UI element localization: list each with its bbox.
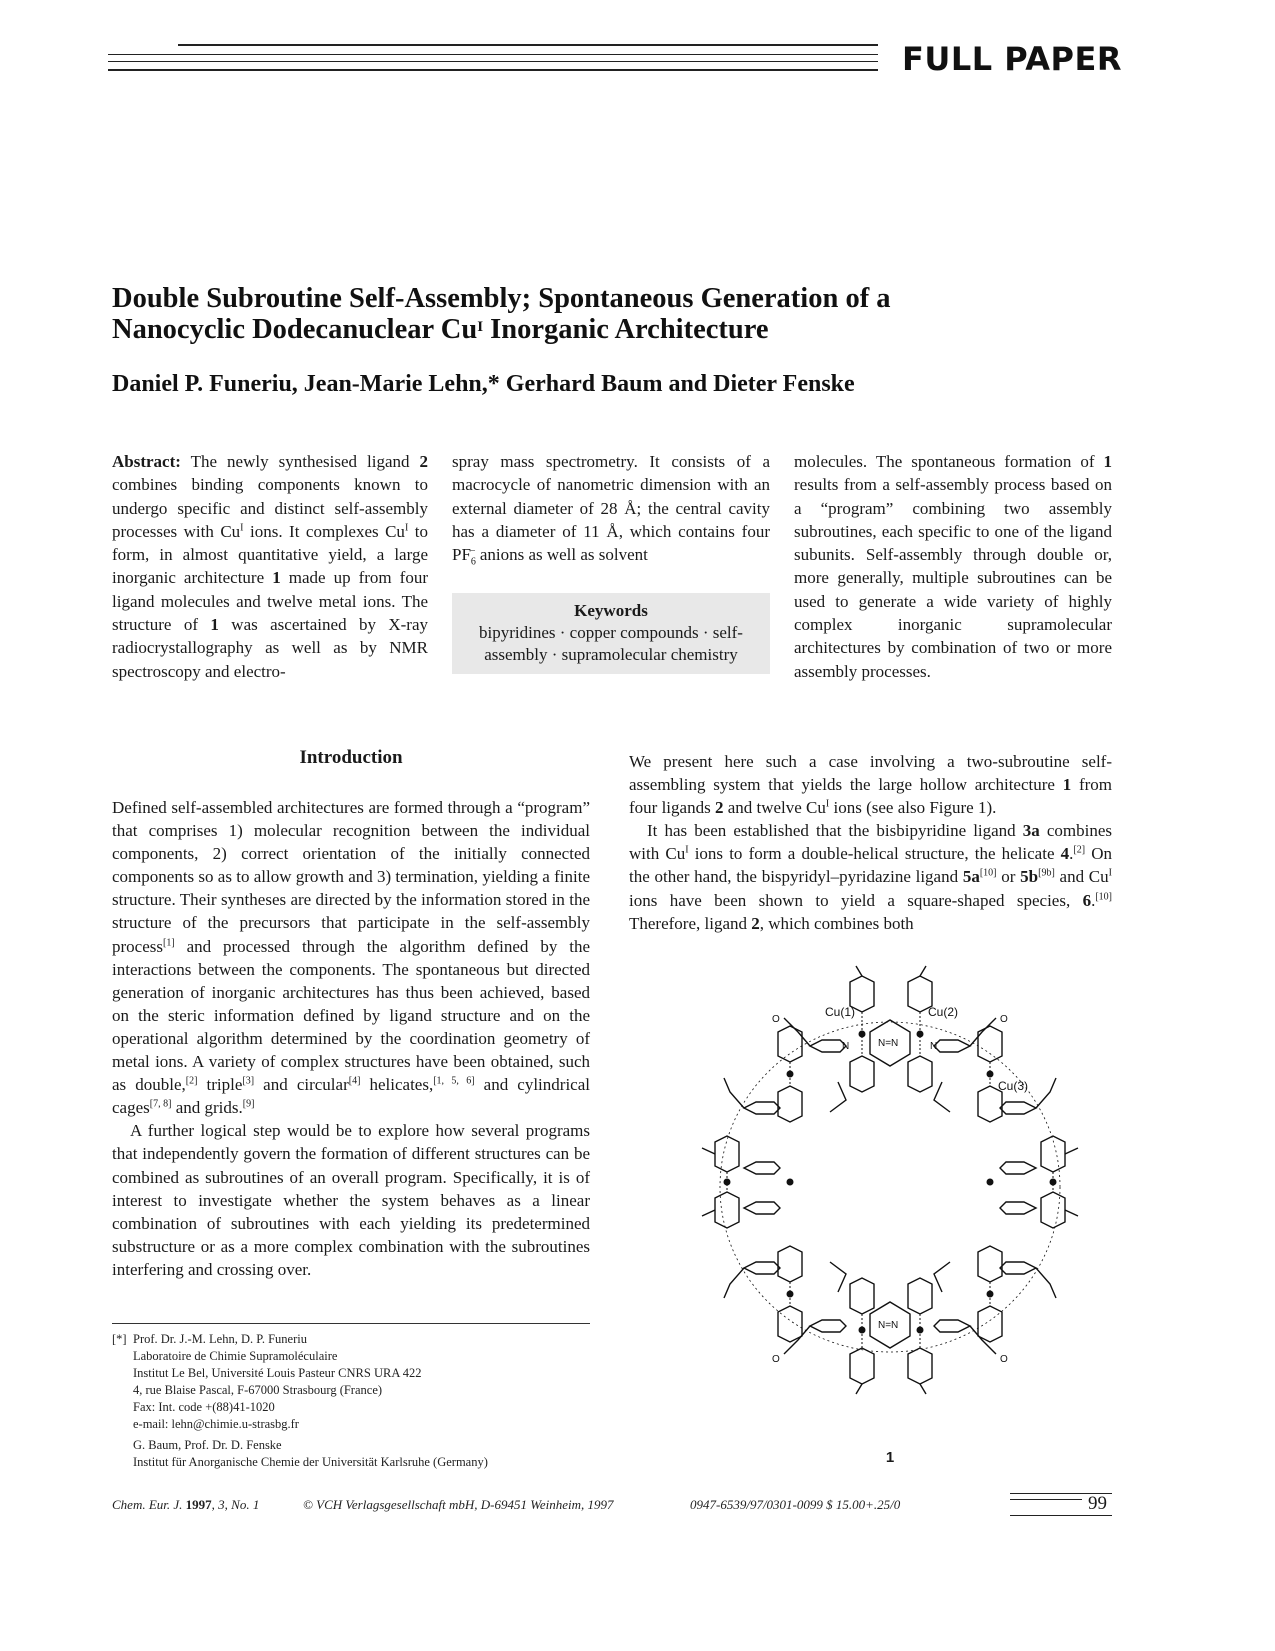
header-rule (178, 44, 878, 46)
footer-journal: Chem. Eur. J. 1997, 3, No. 1 (112, 1497, 260, 1512)
footer-code: 0947-6539/97/0301-0099 $ 15.00+.25/0 (690, 1497, 901, 1512)
footnote-marker: [*] (112, 1332, 127, 1346)
intro-left-column: Defined self-assembled architectures are formed through a “program” that comprises 1) molecular recognition between the individual components, 2) correct orientation of the initially connected components so as to allow growth and 3) termination, yielding a finite structure. Their syntheses are directed by the information stored in the structure of the precursors that participate in the self-assembly process[1] and processed through the algorithm defined by the interactions between the components. The spontaneous but directed generation of inorganic architectures has thus been achieved, based on the steric information defined by ligand structure and on the operational algorithm determined by the coordination geometry of metal ions. A variety of complex structures have been obtained, such as double,[2] triple[3] and circular[4] helicates,[1, 5, 6] and cylindrical cages[7, 8] and grids.[9] A further logical step would be to explore how several programs that independently govern the formation of different structures can be combined as subroutines of an overall program. Specifically, it is of interest to investigate whether the system behaves as a linear combination of subroutines with each yielding its predetermined substructure or as a more complex combination with the subroutines interfering and crossing over. (112, 798, 590, 1279)
footnote-affiliation-2: G. Baum, Prof. Dr. D. Fenske Institut für Anorganische Chemie der Universität Karlsruhe (Germany) (133, 1438, 488, 1469)
copper-atoms (724, 1031, 1057, 1334)
keywords-box (452, 593, 770, 674)
footer-rule (1010, 1499, 1082, 1500)
atom-label: O (772, 1014, 780, 1025)
footer-rule (1010, 1515, 1112, 1516)
molecular-structure-figure (660, 962, 1120, 1402)
author-list: Daniel P. Funeriu, Jean-Marie Lehn,* Gerhard Baum and Dieter Fenske (112, 371, 855, 397)
header-rule (108, 54, 878, 55)
section-label: FULL PAPER (902, 40, 1122, 78)
cu-label: Cu(1) (825, 1005, 856, 1019)
header-rule (108, 61, 878, 62)
keywords-line: assembly · supramolecular chemistry (484, 645, 738, 664)
abstract-column-3: molecules. The spontaneous formation of 1 results from a self-assembly process based on a “program” combining two assembly subroutines, each specific to one of the ligand subunits. Self-assembly through double or, more generally, multiple subroutines can be used to generate a wide variety of highly complex inorganic supramolecular architectures by combination of two or more assembly processes. (794, 452, 1112, 681)
footnote-affiliation-1: Prof. Dr. J.-M. Lehn, D. P. Funeriu Laboratoire de Chimie Supramoléculaire Institut Le Bel, Université Louis Pasteur CNRS URA 422 4, rue Blaise Pascal, F-67000 Strasbourg (France) Fax: Int. code +(88)41-1020 e-mail: lehn@chimie.u-strasbg.fr (133, 1332, 422, 1431)
header-rule (108, 69, 878, 71)
pyridazine-label: N=N (878, 1320, 899, 1331)
section-heading: Introduction (299, 747, 403, 768)
atom-label: O (772, 1354, 780, 1365)
footnote-rule (112, 1323, 590, 1324)
cu-label: Cu(2) (928, 1005, 959, 1019)
atom-label: O (1000, 1014, 1008, 1025)
abstract-column-2: spray mass spectrometry. It consists of a macrocycle of nanometric dimension with an external diameter of 28 Å; the central cavity has a diameter of 11 Å, which contains four $PF_6^-$ anions as well as solvent (452, 452, 770, 568)
keywords-line: bipyridines · copper compounds · self- (479, 623, 743, 642)
intro-right-column: We present here such a case involving a two-subroutine self-assembling system that yields the large hollow architecture 1 from four ligands 2 and twelve $Cu^I$ ions (see also Figure 1). It has been established that the bisbipyridine ligand 3a combines with $Cu^I$ ions to form a double-helical structure, the helicate 4.[2] On the other hand, the bispyridyl–pyridazine ligand 5a[10] or 5b[9b] and $Cu^I$ ions have been shown to yield a square-shaped species, 6.[10] Therefore, ligand 2, which combines both (629, 752, 1113, 933)
cu-label: Cu(3) (998, 1079, 1029, 1093)
compound-label: 1 (885, 1449, 895, 1466)
pyridazine-label: N=N (878, 1038, 899, 1049)
abstract-column-1: Abstract: The newly synthesised ligand 2 combines binding components known to undergo specific and distinct self-assembly processes with $Cu^I$ ions. It complexes $Cu^I$ to form, in almost quantitative yield, a large inorganic architecture 1 made up from four ligand molecules and twelve metal ions. The structure of 1 was ascertained by X-ray radiocrystallography as well as by NMR spectroscopy and electro- (112, 452, 428, 681)
keywords-title: Keywords (574, 601, 648, 620)
paper-title: Double Subroutine Self-Assembly; Spontaneous Generation of a Nanocyclic Dodecanuclear $Cu^I$ Inorganic Architecture (112, 283, 891, 345)
page-number: 99 (1088, 1493, 1107, 1514)
atom-label: N (930, 1041, 938, 1052)
atom-label: N (842, 1041, 850, 1052)
atom-label: O (1000, 1354, 1008, 1365)
footer-publisher: © VCH Verlagsgesellschaft mbH, D-69451 Weinheim, 1997 (303, 1497, 614, 1512)
